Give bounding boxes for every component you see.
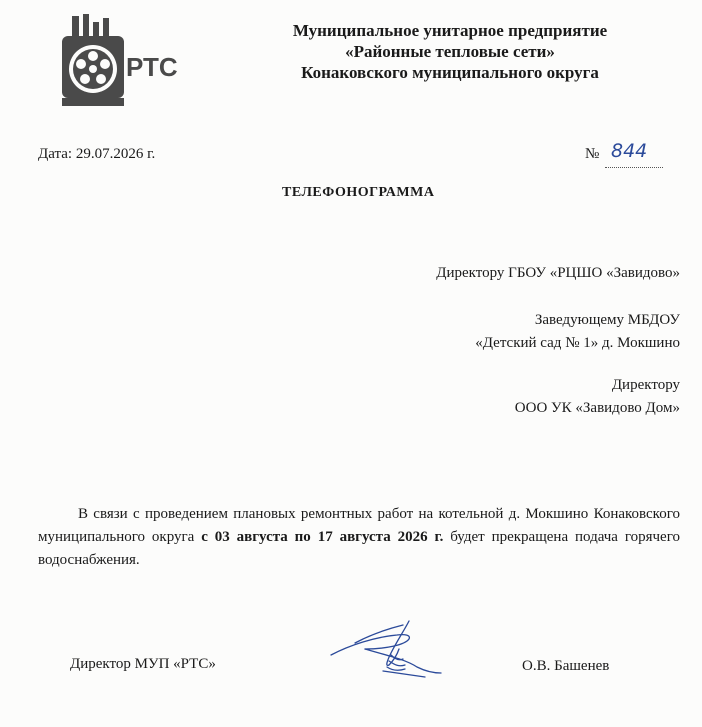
addressee-line: Директору [611, 377, 680, 393]
org-line-1: Муниципальное унитарное предприятие [292, 21, 608, 40]
body-text-dates: с 03 августа по 17 августа 2026 г. [201, 529, 444, 545]
number-underline [605, 167, 663, 168]
company-logo [60, 12, 190, 122]
logo-wordmark: РТС [126, 52, 178, 82]
document-title: ТЕЛЕФОНОГРАММА [282, 185, 435, 200]
org-line-3: Конаковского муниципального округа [301, 63, 599, 82]
signer-name: О.В. Башенев [522, 658, 610, 674]
addressee-line: Заведующему МБДОУ [534, 312, 680, 328]
addressee-block [475, 309, 680, 355]
org-line-2: «Районные тепловые сети» [345, 42, 555, 61]
addressee-block [515, 374, 680, 420]
handwritten-signature [325, 615, 445, 685]
addressee-line: Директору ГБОУ «РЦШО «Завидово» [436, 265, 680, 281]
addressee-block [436, 262, 680, 285]
handwritten-number: 844 [611, 140, 648, 162]
body-text-part-1: В связи с проведением плановых ремонтных работ на котельной д. Мокшино Конаковского муниципального округа [38, 506, 680, 545]
body-text-part-2: будет прекращена подача горячего водоснабжения. [38, 529, 680, 568]
addressee-line: «Детский сад № 1» д. Мокшино [475, 335, 680, 351]
organization-header [255, 20, 645, 83]
message-body [38, 503, 680, 572]
document-date: Дата: 29.07.2026 г. [38, 146, 156, 162]
number-sign: № [585, 146, 600, 162]
signer-position: Директор МУП «РТС» [70, 656, 216, 672]
document-number [585, 140, 665, 172]
addressee-line: ООО УК «Завидово Дом» [514, 400, 680, 416]
